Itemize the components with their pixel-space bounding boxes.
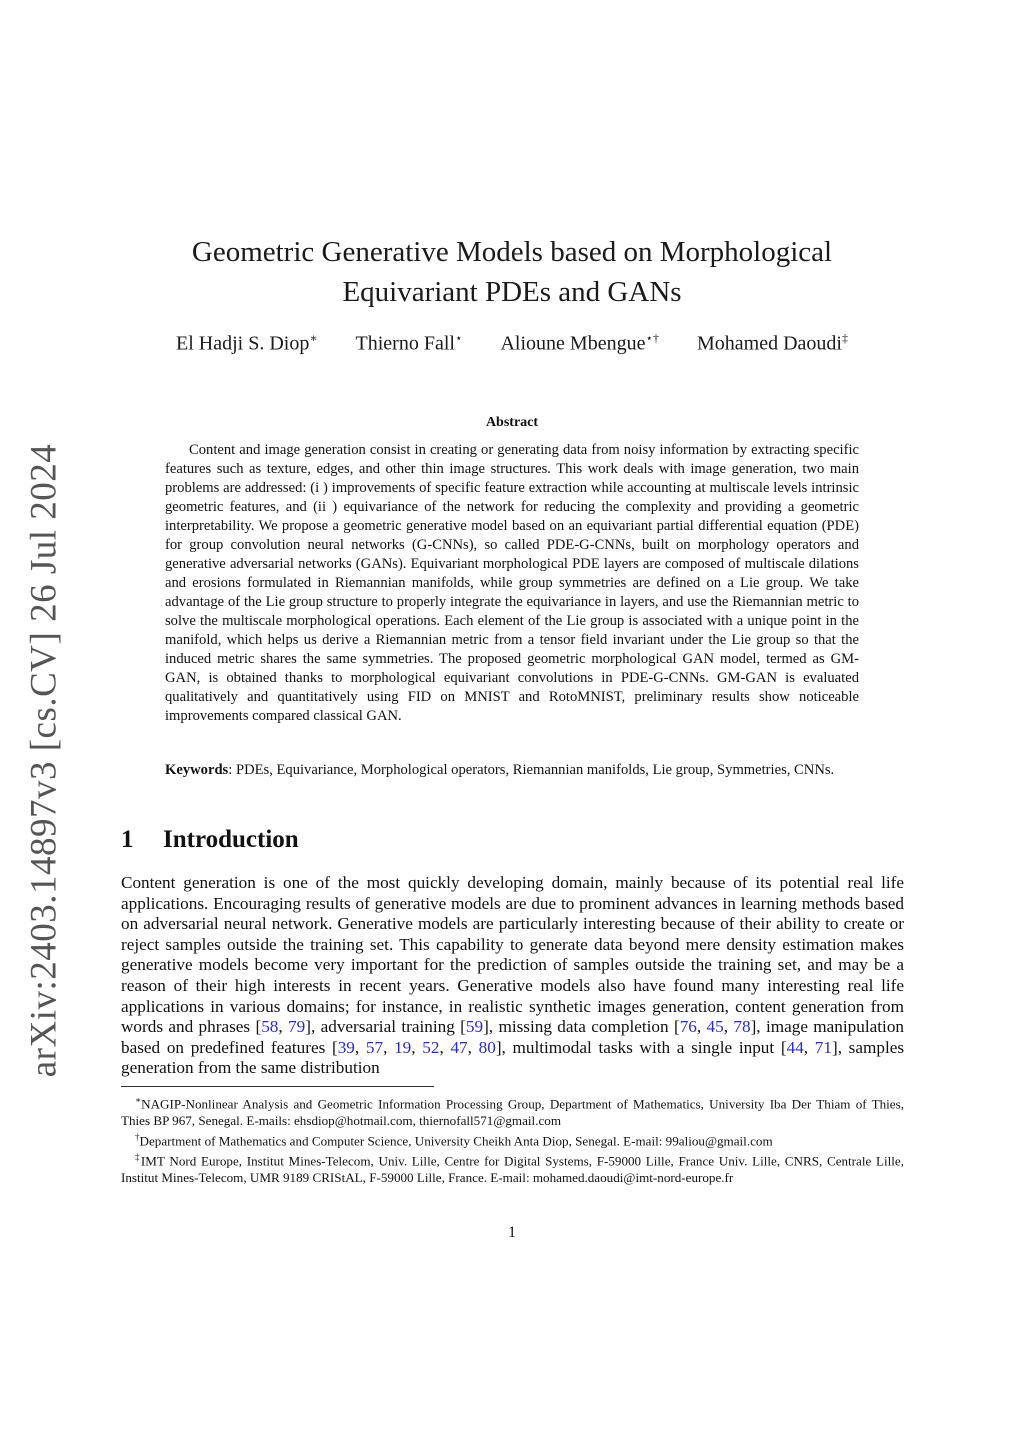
citation-link[interactable]: 19	[394, 1037, 412, 1057]
intro-text: ,	[383, 1037, 395, 1057]
author-affiliation-mark: ∗	[309, 331, 318, 345]
abstract-heading: Abstract	[485, 415, 539, 430]
footnote	[121, 1129, 904, 1150]
section-number: 1	[121, 826, 134, 853]
arxiv-identifier-text: arXiv:2403.14897v3 [cs.CV] 26 Jul 2024	[23, 443, 65, 1077]
citation-link[interactable]: 71	[814, 1037, 832, 1057]
abstract-body: Content and image generation consist in creating or generating data from noisy information by extracting specific features such as texture, edges, and other thin image structures. This work deals with image generation, two main problems are addressed: (i ) improvements of specific feature extraction while accounting at multiscale levels intrinsic geometric features, and (ii ) equivariance of the network for reducing the complexity and providing a geometric interpretability. We propose a geometric generative model based on an equivariant partial differential equation (PDE) for group convolution neural networks (G-CNNs), so called PDE-G-CNNs, built on morphology operators and generative adversarial networks (GANs). Equivariant morphological PDE layers are composed of multiscale dilations and erosions formulated in Riemannian manifolds, while group symmetries are defined on a Lie group. We take advantage of the Lie group structure to properly integrate the equivariance in layers, and use the Riemannian metric to solve the multiscale morphological operations. Each element of the Lie group is associated with a unique point in the manifold, which helps us derive a Riemannian metric from a tensor field invariant under the Lie group so that the induced metric shares the same symmetries. The proposed geometric morphological GAN model, termed as GM-GAN, is obtained thanks to morphological equivariant convolutions in PDE-G-CNNs. GM-GAN is evaluated qualitatively and quantitatively using FID on MNIST and RotoMNIST, preliminary results show noticeable improvements compared classical GAN.	[165, 442, 859, 724]
citation-link[interactable]: 52	[422, 1037, 440, 1057]
intro-text: ,	[411, 1037, 423, 1057]
citation-link[interactable]: 45	[706, 1017, 724, 1037]
author-affiliation-mark: ‡	[841, 331, 848, 345]
paper-title-line-1: Geometric Generative Models based on Morphological	[191, 236, 833, 268]
author	[176, 331, 318, 356]
intro-text: ,	[696, 1017, 707, 1037]
page-number: 1	[508, 1224, 516, 1241]
footnote-mark: †	[135, 1131, 140, 1142]
author-affiliation-mark: ⋆†	[645, 331, 659, 345]
author-name: Mohamed Daoudi	[696, 332, 842, 355]
keywords-list: : PDEs, Equivariance, Morphological operators, Riemannian manifolds, Lie group, Symmetries, CNNs.	[228, 762, 835, 778]
section-title: Introduction	[163, 826, 299, 853]
intro-text: ], multimodal tasks with a single input [	[495, 1037, 787, 1057]
intro-text: ,	[803, 1037, 815, 1057]
footnote-mark: ∗	[135, 1095, 142, 1105]
footnote-text: IMT Nord Europe, Institut Mines-Telecom, Univ. Lille, Centre for Digital Systems, F-59000 Lille, France Univ. Lille, CNRS, Centrale Lille, Institut Mines-Telecom, UMR 9189 CRIStAL, F-59000 Lille, France. E-mail: mohamed.daoudi@imt-nord-europe.fr	[121, 1153, 904, 1185]
citation-link[interactable]: 59	[465, 1017, 484, 1037]
intro-text: ,	[467, 1037, 479, 1057]
intro-text: ], image manipulation based on predefined features [	[121, 1017, 905, 1057]
arxiv-identifier	[12, 443, 76, 1077]
footnote	[121, 1149, 904, 1186]
intro-text: Content generation is one of the most quickly developing domain, mainly because of its potential real life applications. Encouraging results of generative models are due to prominent advances in learning methods based on adversarial neural network. Generative models are particularly interesting because of their ability to create or reject samples outside the training set. This capability to generate data beyond mere density estimation makes generative models become very important for the prediction of samples outside the training set, and may be a reason of their high interests in recent years. Generative models also have found many interesting real life applications in various domains; for instance, in realistic synthetic images generation, content generation from words and phrases [	[121, 873, 904, 1037]
intro-text: ,	[723, 1017, 734, 1037]
author	[500, 331, 659, 356]
footnote-text: Department of Mathematics and Computer Science, University Cheikh Anta Diop, Senegal. E-mail: 99aliou@gmail.com	[139, 1133, 773, 1149]
author-list	[120, 331, 904, 356]
citation-link[interactable]: 79	[288, 1017, 306, 1037]
paper-title	[130, 232, 894, 312]
footnote-text: NAGIP-Nonlinear Analysis and Geometric Information Processing Group, Department of Mathematics, University Iba Der Thiam of Thies, Thies BP 967, Senegal. E-mails: ehsdiop@hotmail.com, thiernofall571@gmail.com	[121, 1096, 904, 1128]
citation-link[interactable]: 58	[261, 1017, 279, 1037]
keywords-label: Keywords	[165, 762, 229, 778]
author-affiliation-mark: ⋆	[454, 331, 463, 345]
author	[356, 331, 463, 356]
citation-link[interactable]: 76	[679, 1017, 697, 1037]
footnote-mark: ‡	[135, 1152, 141, 1163]
footnotes	[121, 1092, 904, 1186]
keywords	[165, 761, 859, 780]
citation-link[interactable]: 78	[733, 1017, 751, 1037]
citation-link[interactable]: 44	[786, 1037, 804, 1057]
author	[697, 331, 848, 356]
intro-text: ], adversarial training [	[305, 1017, 466, 1037]
intro-text: ,	[439, 1037, 451, 1057]
footnote-divider	[121, 1086, 434, 1087]
author-name: Alioune Mbengue	[500, 332, 646, 355]
footnote	[121, 1092, 904, 1129]
introduction-paragraph	[121, 873, 904, 1079]
citation-link[interactable]: 57	[365, 1037, 384, 1057]
citation-link[interactable]: 39	[337, 1037, 355, 1057]
intro-text: ], samples generation from the same distribution	[121, 1037, 905, 1078]
citation-link[interactable]: 80	[478, 1037, 496, 1057]
intro-text: ,	[278, 1017, 289, 1037]
author-name: El Hadji S. Diop	[176, 332, 310, 355]
author-name: Thierno Fall	[355, 332, 455, 355]
intro-text: ,	[354, 1037, 366, 1057]
paper-title-line-2: Equivariant PDEs and GANs	[342, 276, 682, 308]
citation-link[interactable]: 47	[450, 1037, 468, 1057]
intro-text: ], missing data completion [	[483, 1017, 680, 1037]
section-heading	[121, 826, 299, 854]
